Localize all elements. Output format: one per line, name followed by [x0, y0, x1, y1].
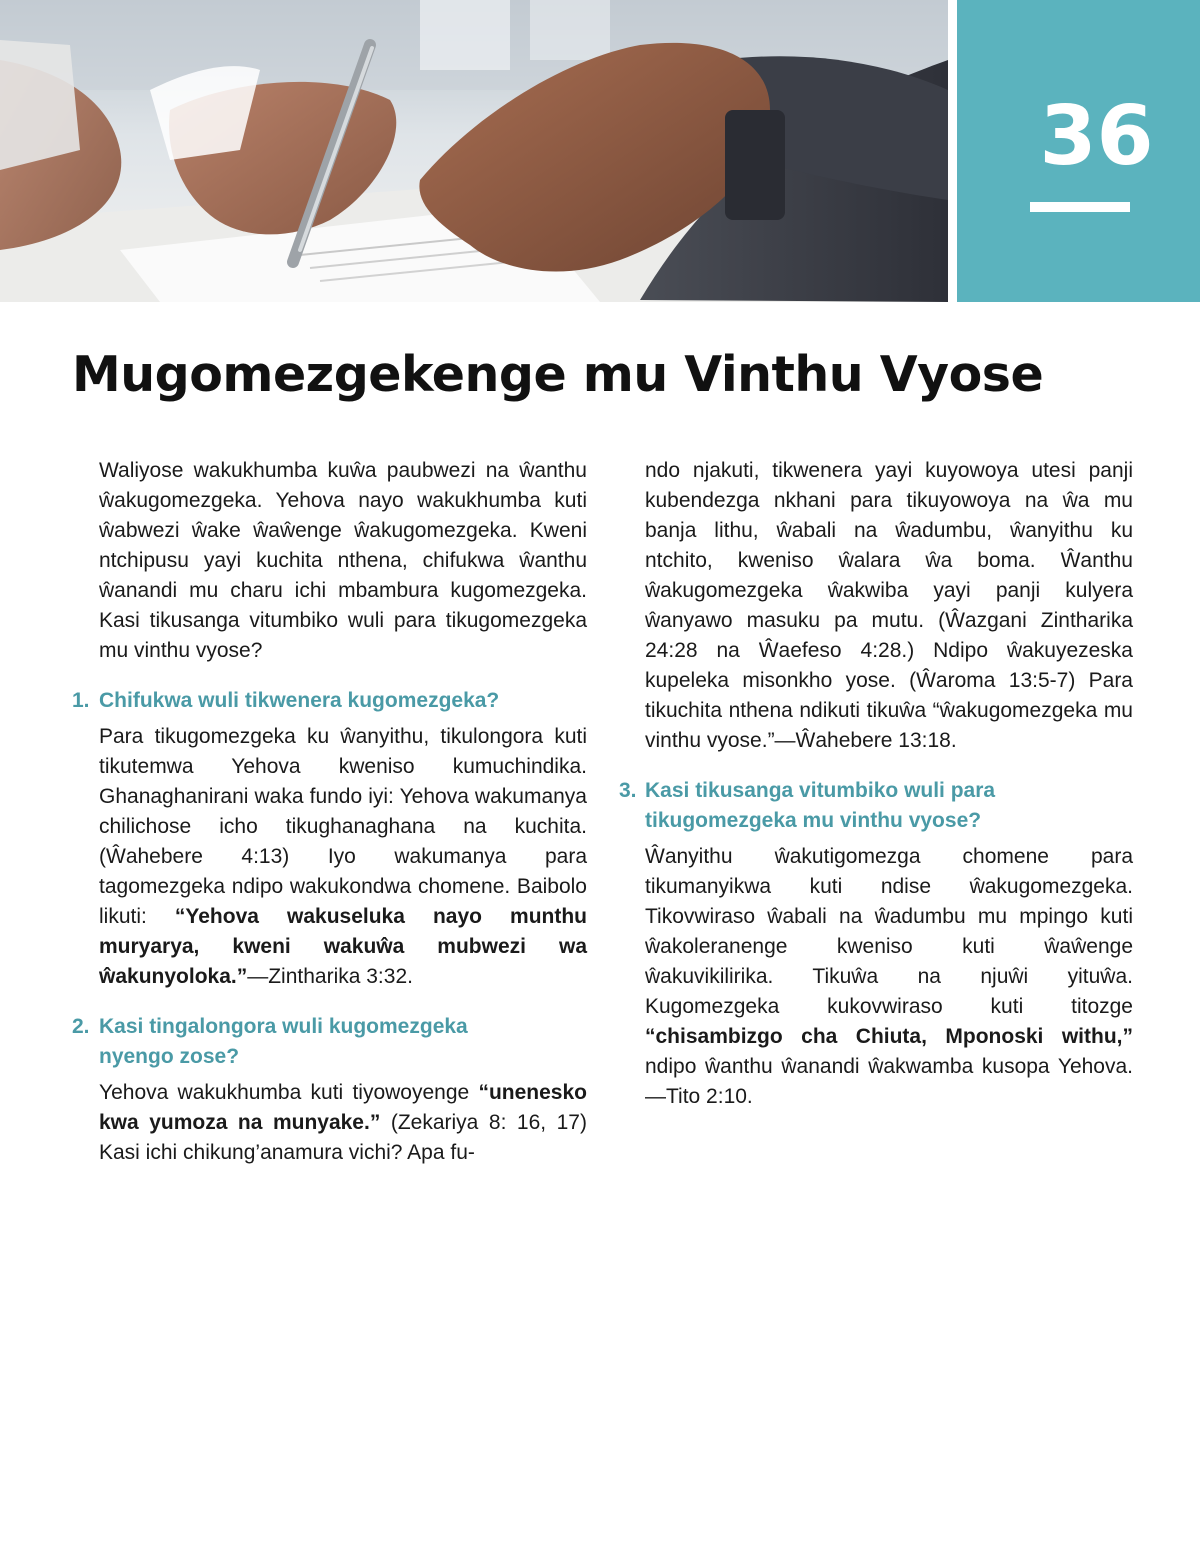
question-3-number: 3. [619, 779, 637, 802]
answer-3-text: Ŵanyithu ŵakutigomezga chomene para tikumanyikwa kuti ndise ŵakugomezgeka. Tikovwiraso ŵabali na ŵadumbu mu mpingo kuti ŵakoleranenge kweniso kuti ŵaŵenge ŵakuvikilirika. Tikuŵa na njuŵi yituŵa. Kugomezgeka kukovwiraso kuti titozge [645, 845, 1133, 1018]
answer-2-text: Yehova wakukhumba kuti tiyowoyenge [99, 1081, 479, 1104]
question-1-number: 1. [72, 689, 90, 712]
answer-2-quote: “unenesko kwa yumoza na munyake.” [99, 1081, 587, 1134]
question-1 [72, 686, 587, 716]
lesson-number-badge [957, 0, 1200, 302]
answer-1-quote: “Yehova wakuseluka nayo munthu muryarya, kweni wakuŵa mubwezi wa ŵakunyoloka.” [99, 905, 587, 988]
answer-1-text: Para tikugomezgeka ku ŵanyithu, tikulongora kuti tikutemwa Yehova kweniso kumuchindika. Ghanaghanirani waka fundo iyi: Yehova wakumanya chilichose icho tikughanaghana na kuchita. (Ŵahebere 4:13) Iyo wakumanya para tagomezgeka ndipo wakukondwa chomene. Baibolo likuti: [99, 725, 587, 928]
page-title: Mugomezgekenge mu Vinthu Vyose [72, 346, 1044, 403]
question-2-text-line2: nyengo zose? [99, 1045, 240, 1068]
answer-1-paragraph [99, 722, 587, 992]
question-3 [619, 776, 1133, 836]
badge-underline [1030, 202, 1130, 212]
hero-photo [0, 0, 948, 302]
question-2 [72, 1012, 587, 1072]
right-column [619, 456, 1133, 1112]
answer-2-paragraph-continued: ndo njakuti, tikwenera yayi kuyowoya utesi panji kubendezga nkhani para tikuyowoya na ŵa mu banja lithu, ŵabali na ŵadumbu, ŵanyithu ku ntchito, kweniso ŵalara ŵa boma. Ŵanthu ŵakugomezgeka ŵakwiba yayi panji kulyera ŵanyawo masuku pa mutu. (Ŵazgani Zintharika 24:28 na Ŵaefeso 4:28.) Ndipo ŵakuyezeska kupeleka misonkho yose. (Ŵaroma 13:5-7) Para tikuchita nthena ndikuti tikuŵa “ŵakugomezgeka mu vinthu vyose.”—Ŵahebere 13:18. [645, 459, 1133, 752]
answer-2-paragraph-start [99, 1078, 587, 1168]
answer-3-quote: “chisambizgo cha Chiuta, Mponoski withu,” [645, 1025, 1133, 1048]
answer-1-reference: —Zintharika 3:32. [247, 965, 413, 988]
left-column [72, 456, 587, 1168]
answer-3-reference: ndipo ŵanthu ŵanandi ŵakwamba kusopa Yehova.—Tito 2:10. [645, 1055, 1133, 1108]
answer-2-reference: (Zekariya 8: 16, 17) Kasi ichi chikung’anamura vichi? Apa fu- [99, 1111, 587, 1164]
question-2-number: 2. [72, 1015, 90, 1038]
question-1-text: Chifukwa wuli tikwenera kugomezgeka? [99, 689, 500, 712]
question-3-text: Kasi tikusanga vitumbiko wuli para tikugomezgeka mu vinthu vyose? [645, 779, 996, 832]
handshake-illustration [0, 0, 948, 302]
lesson-number: 36 [1039, 89, 1154, 184]
question-2-text-line1: Kasi tingalongora wuli kugomezgeka [99, 1015, 468, 1038]
answer-3-paragraph [645, 842, 1133, 1112]
intro-paragraph: Waliyose wakukhumba kuŵa paubwezi na ŵanthu ŵakugomezgeka. Yehova nayo wakukhumba kuti ŵabwezi ŵake ŵaŵenge ŵakugomezgeka. Kweni ntchipusu yayi kuchita nthena, chifukwa ŵanthu ŵanandi mu charu ichi mbambura kugomezgeka. Kasi tikusanga vitumbiko wuli para tikugomezgeka mu vinthu vyose? [99, 459, 587, 662]
